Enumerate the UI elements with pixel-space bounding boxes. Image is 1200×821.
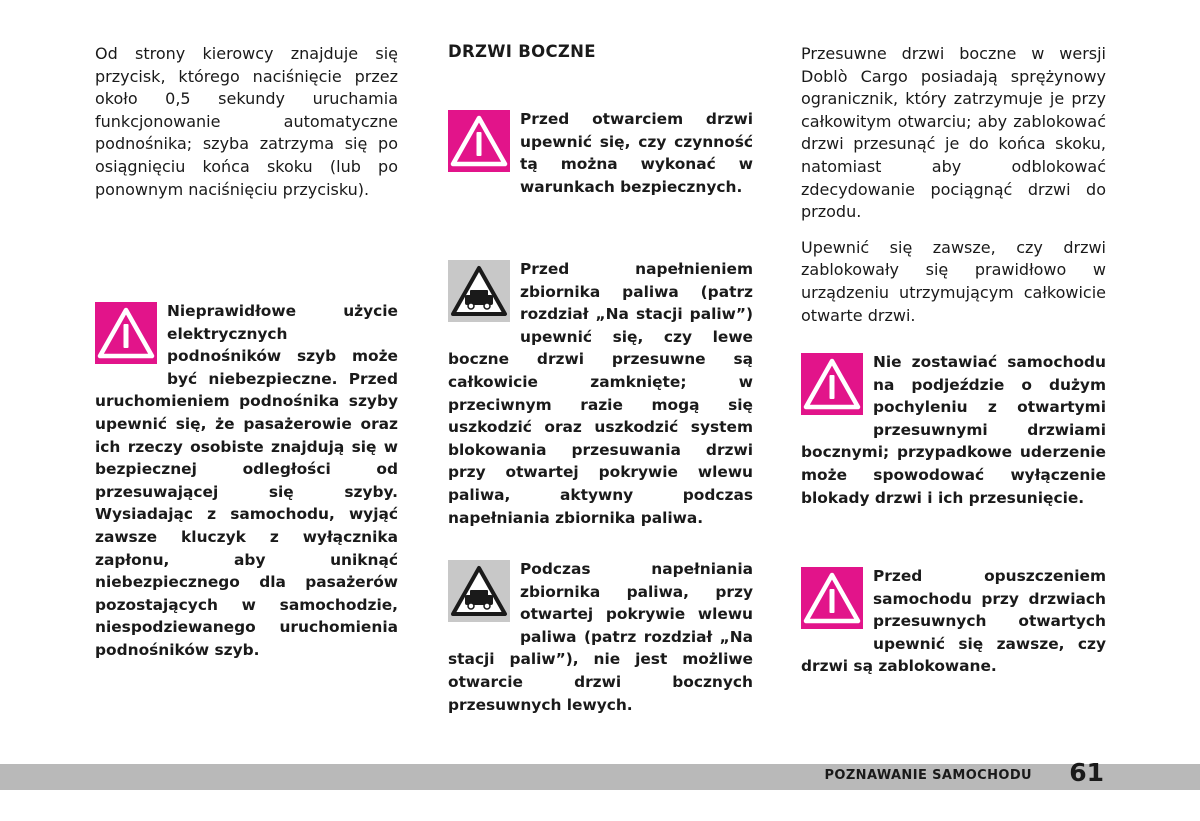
col1-intro-paragraph [95, 43, 398, 201]
col3-para1: Przesuwne drzwi boczne w wersji Doblò Cargo posiadają sprężynowy ogranicznik, który zatrzymuje je przy całkowitym otwarciu; aby zablokować drzwi przesunąć je do końca skoku, natomiast aby odblokować zdecydowanie pociągnąć drzwi do przodu. [801, 44, 1106, 222]
col1-intro-text: Od strony kierowcy znajduje się przycisk, którego naciśnięcie przez około 0,5 sekundy uruchamia funkcjonowanie automatyczne podnośnika; szyba zatrzyma się po osiągnięciu końca skoku (lub po ponownym naciśnięciu przycisku). [95, 44, 398, 199]
footer-section-title: POZNAWANIE SAMOCHODU [824, 768, 1032, 783]
col2-warning-block [448, 108, 753, 198]
warning-icon [801, 353, 863, 415]
col3-paragraphs [801, 43, 1106, 327]
car-triangle-icon [448, 560, 510, 622]
warning-icon [448, 110, 510, 172]
col1-warning-text: Nieprawidłowe użycie elektrycznych podnośników szyb może być niebezpieczne. Przed uruchomieniem podnośnika szyby upewnić się, że pasażerowie oraz ich rzeczy osobiste znajdują się w bezpiecznej odległości od przesuwającej się szyby. Wysiadając z samochodu, wyjąć zawsze kluczyk z wyłącznika zapłonu, aby uniknąć niebezpiecznego dla pasażerów pozostających w samochodzie, niespodziewanego uruchomienia podnośników szyb. [95, 302, 398, 659]
col2-fuel-note-text: Przed napełnieniem zbiornika paliwa (patrz rozdział „Na stacji paliw”) upewnić się, czy lewe boczne drzwi przesuwne są całkowicie zamknięte; w przeciwnym razie mogą się uszkodzić oraz uszkodzić system blokowania przesuwania drzwi przy otwartej pokrywie wlewu paliwa, aktywny podczas napełniania zbiornika paliwa. [448, 260, 753, 527]
col3-warning2-block [801, 565, 1106, 678]
section-heading: DRZWI BOCZNE [448, 42, 596, 61]
col1-warning-block [95, 300, 398, 662]
col3-warning1-text: Nie zostawiać samochodu na podjeździe o dużym pochyleniu z otwartymi przesuwnymi drzwiami bocznymi; przypadkowe uderzenie może spowodować wyłączenie blokady drzwi i ich przesunięcie. [801, 353, 1106, 507]
warning-icon [95, 302, 157, 364]
warning-icon [801, 567, 863, 629]
col3-warning2-text: Przed opuszczeniem samochodu przy drzwiach przesuwnych otwartych upewnić się zawsze, czy drzwi są zablokowane. [801, 567, 1106, 676]
col3-para2: Upewnić się zawsze, czy drzwi zablokowały się prawidłowo w urządzeniu utrzymującym całkowicie otwarte drzwi. [801, 237, 1106, 325]
col2-fuel-note2-block [448, 558, 753, 716]
col2-fuel-note-block [448, 258, 753, 529]
col2-warning-text: Przed otwarciem drzwi upewnić się, czy czynność tą można wykonać w warunkach bezpiecznych. [520, 110, 753, 196]
col3-warning1-block [801, 351, 1106, 509]
col2-fuel-note2-text: Podczas napełniania zbiornika paliwa, przy otwartej pokrywie wlewu paliwa (patrz rozdział „Na stacji paliw”), nie jest możliwe otwarcie drzwi bocznych przesuwnych lewych. [448, 560, 753, 714]
page-number: 61 [1069, 758, 1104, 787]
car-triangle-icon [448, 260, 510, 322]
